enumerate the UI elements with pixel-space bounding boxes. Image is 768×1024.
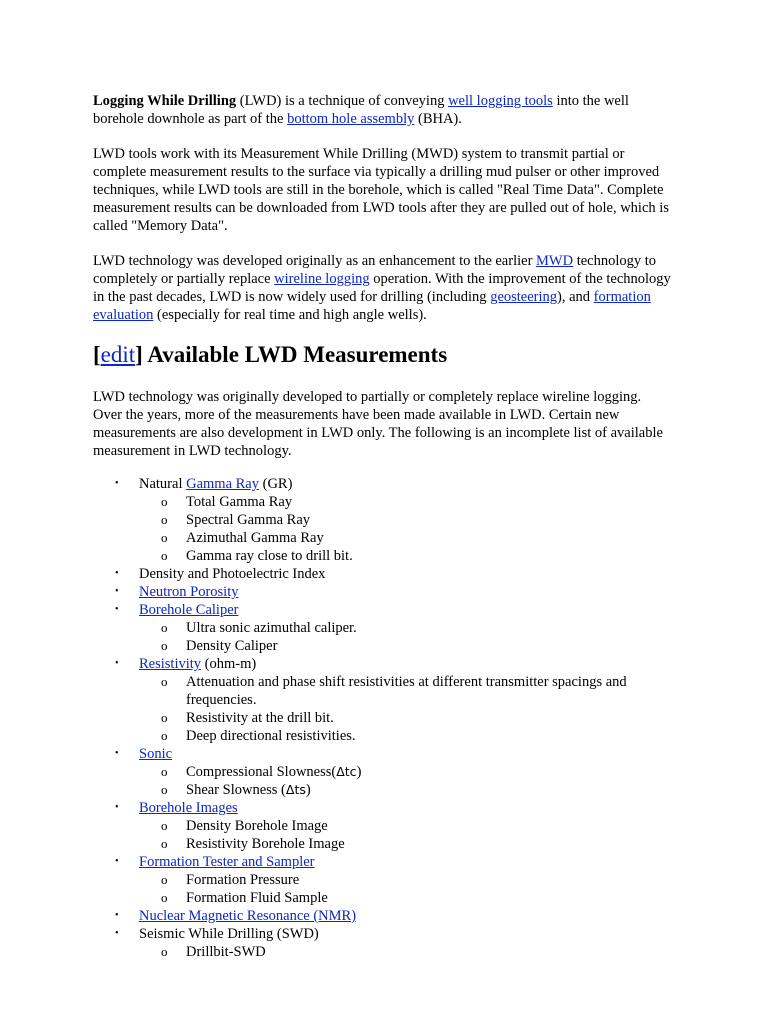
sub-item: o Gamma ray close to drill bit.: [161, 548, 353, 564]
list-item-caliper: [93, 601, 673, 655]
mwd-paragraph: LWD tools work with its Measurement While Drilling (MWD) system to transmit partial or complete measurement results to the surface via typically a drilling mud pulser or other improved techniques, while LWD tools are still in the borehole, which is called "Real Time Data". Complete measurement results can be downloaded from LWD tools after they are pulled out of hole, which is called "Memory Data".: [93, 146, 669, 234]
bullet-icon: •: [115, 748, 119, 759]
intro-paragraph: Logging While Drilling (LWD) is a technique of conveying well logging tools into the well borehole downhole as part of the bottom hole assembly (BHA).: [93, 93, 629, 127]
circle-bullet-icon: o: [161, 944, 168, 959]
sublist-gamma: [139, 493, 673, 565]
edit-link[interactable]: edit: [100, 342, 136, 367]
sub-item: o Total Gamma Ray: [161, 494, 293, 510]
circle-bullet-icon: o: [161, 782, 168, 797]
bullet-icon: •: [115, 586, 119, 597]
sublist-images: [139, 817, 673, 853]
circle-bullet-icon: o: [161, 548, 168, 563]
link-well-logging-tools[interactable]: well logging tools: [448, 93, 553, 109]
link-geosteering[interactable]: geosteering: [490, 289, 558, 305]
sub-item: o Compressional Slowness(Δtc): [161, 764, 362, 780]
bullet-icon: •: [115, 802, 119, 813]
term-bold: Logging While Drilling: [93, 93, 237, 109]
circle-bullet-icon: o: [161, 674, 168, 689]
link-mwd[interactable]: MWD: [536, 253, 574, 269]
sub-item: o Azimuthal Gamma Ray: [161, 530, 324, 546]
sub-item: o Shear Slowness (Δts): [161, 782, 311, 798]
sub-item: o Density Caliper: [161, 638, 278, 654]
link-nmr[interactable]: Nuclear Magnetic Resonance (NMR): [139, 908, 357, 924]
circle-bullet-icon: o: [161, 710, 168, 725]
sub-item: o Attenuation and phase shift resistivities at different transmitter spacings and frequencies.: [161, 674, 627, 708]
bullet-icon: •: [115, 856, 119, 867]
link-formation-tester[interactable]: Formation Tester and Sampler: [139, 854, 315, 870]
link-borehole-images[interactable]: Borehole Images: [139, 800, 238, 816]
bullet-icon: •: [115, 568, 119, 579]
sublist-caliper: [139, 619, 673, 655]
list-item-tester: [93, 853, 673, 907]
sub-item: o Resistivity Borehole Image: [161, 836, 345, 852]
link-gamma-ray[interactable]: Gamma Ray: [186, 476, 259, 492]
sub-item: o Formation Fluid Sample: [161, 890, 328, 906]
circle-bullet-icon: o: [161, 638, 168, 653]
circle-bullet-icon: o: [161, 872, 168, 887]
list-item-seismic: • Seismic While Drilling (SWD) o Drillbit-SWD: [93, 925, 673, 961]
list-item-neutron: [93, 583, 673, 601]
section-heading: [edit] Available LWD Measurements: [93, 342, 448, 367]
link-wireline-logging[interactable]: wireline logging: [274, 271, 370, 287]
link-bottom-hole-assembly[interactable]: bottom hole assembly: [287, 111, 415, 127]
circle-bullet-icon: o: [161, 890, 168, 905]
list-item-sonic: [93, 745, 673, 799]
circle-bullet-icon: o: [161, 512, 168, 527]
list-item-gamma: • Natural Gamma Ray (GR) o Total Gamma Ray o Spectral Gamma Ray o Azimuthal Gamma Ray o Gamma ray close to drill bit.: [93, 475, 673, 565]
sub-item: o Formation Pressure: [161, 872, 300, 888]
sublist-tester: [139, 871, 673, 907]
list-item-density: • Density and Photoelectric Index: [115, 566, 326, 582]
circle-bullet-icon: o: [161, 728, 168, 743]
sub-item: o Drillbit-SWD: [161, 944, 266, 960]
sublist-sonic: [139, 763, 673, 799]
sub-item: o Ultra sonic azimuthal caliper.: [161, 620, 357, 636]
sub-item: o Deep directional resistivities.: [161, 728, 356, 744]
document-body: [93, 92, 673, 961]
sublist-resistivity: [139, 673, 673, 745]
bullet-icon: •: [115, 604, 119, 615]
development-paragraph: LWD technology was developed originally as an enhancement to the earlier MWD technology to completely or partially replace wireline logging operation. With the improvement of the technology in the past decades, LWD is now widely used for drilling (including geosteering), and formation evaluation (especially for real time and high angle wells).: [93, 253, 671, 323]
link-borehole-caliper[interactable]: Borehole Caliper: [139, 602, 239, 618]
link-sonic[interactable]: Sonic: [139, 746, 173, 762]
circle-bullet-icon: o: [161, 494, 168, 509]
sub-item: o Resistivity at the drill bit.: [161, 710, 334, 726]
list-item-images: [93, 799, 673, 853]
bullet-icon: •: [115, 478, 119, 489]
circle-bullet-icon: o: [161, 764, 168, 779]
bullet-icon: •: [115, 658, 119, 669]
link-neutron-porosity[interactable]: Neutron Porosity: [139, 584, 239, 600]
bullet-icon: •: [115, 910, 119, 921]
circle-bullet-icon: o: [161, 530, 168, 545]
section-title: Available LWD Measurements: [142, 342, 448, 367]
link-resistivity[interactable]: Resistivity: [139, 656, 202, 672]
bullet-icon: •: [115, 928, 119, 939]
circle-bullet-icon: o: [161, 836, 168, 851]
circle-bullet-icon: o: [161, 620, 168, 635]
link-formation-evaluation[interactable]: formation evaluation: [93, 289, 651, 323]
measurement-list: [93, 475, 673, 961]
sub-item: o Density Borehole Image: [161, 818, 328, 834]
sublist-seismic: [139, 943, 673, 961]
circle-bullet-icon: o: [161, 818, 168, 833]
measurements-paragraph: LWD technology was originally developed to partially or completely replace wireline logging. Over the years, more of the measurements have been made available in LWD. Certain new measurements are also development in LWD only. The following is an incomplete list of available measurement in LWD technology.: [93, 389, 663, 459]
list-item-nmr: [93, 907, 673, 925]
sub-item: o Spectral Gamma Ray: [161, 512, 311, 528]
list-item-resistivity: • Resistivity (ohm-m) o Attenuation and phase shift resistivities at different transmitter spacings and frequencies. o Resistivity at the drill bit. o Deep directional resistivities.: [93, 655, 673, 745]
